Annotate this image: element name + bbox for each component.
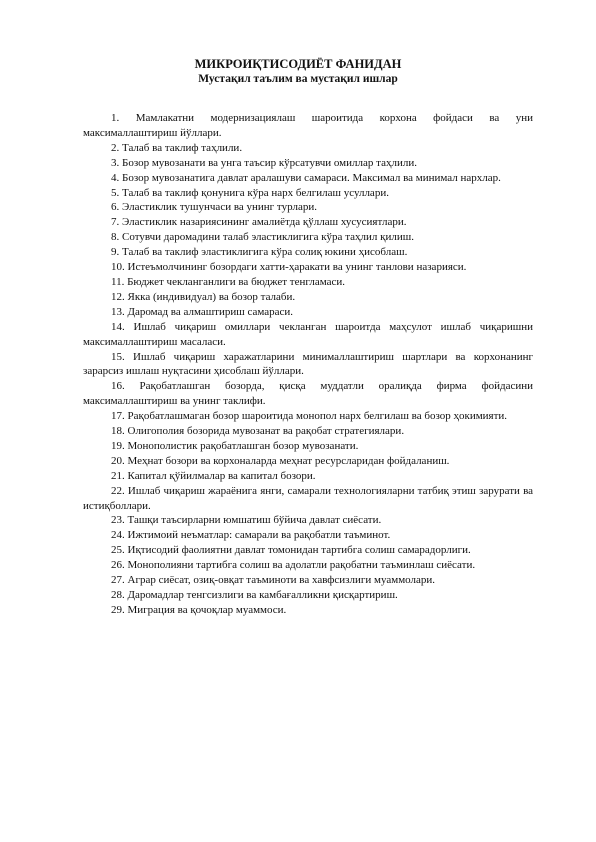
list-item-text: Якка (индивидуал) ва бозор талаби. [127,290,296,303]
list-item-number: 17. [111,410,125,423]
list-item [83,111,533,141]
list-item-number: 10. [111,261,125,274]
list-item [83,245,533,260]
list-item-number: 4. [111,171,120,184]
list-item-text: Монополияни тартибга солиш ва адолатли рақобатни таъминлаш сиёсати. [127,559,476,572]
list-item-number: 5. [111,186,120,199]
list-item [83,379,533,409]
list-item-number: 9. [111,246,120,259]
list-item-text: Ишлаб чиқариш жараёнига янги, самарали технологияларни татбиқ этиш зарурати ва истиқболлари. [83,484,534,512]
list-item-text: Эластиклик тушунчаси ва унинг турлари. [122,201,317,214]
list-item-text: Рақобатлашган бозорда, қисқа муддатли оралиқда фирма фойдасини максималлаштириш ва унинг таклифи. [83,380,533,408]
list-item-number: 23. [111,514,125,527]
list-item-text: Аграр сиёсат, озиқ-овқат таъминоти ва хавфсизлиги муаммолари. [127,574,436,587]
list-item-number: 19. [111,439,125,452]
list-item-text: Мамлакатни модернизациялаш шароитида корхона фойдаси ва уни максималлаштириш йўллари. [83,112,534,139]
list-item [83,558,533,573]
list-item [83,260,533,275]
list-item-number: 8. [111,231,120,244]
list-item [83,439,533,454]
list-item-text: Рақобатлашмаган бозор шароитида монопол нарх белгилаш ва бозор ҳокимияти. [127,410,508,423]
list-item-text: Истеъмолчининг бозордаги хатти-ҳаракати ва унинг танлови назарияси. [127,261,467,274]
list-item [83,275,533,290]
list-item [83,588,533,603]
list-item [83,156,533,171]
document-subtitle: Мустақил таълим ва мустақил ишлар [198,73,398,85]
list-item [83,350,533,380]
list-item-number: 25. [111,544,125,557]
list-item-number: 6. [111,201,120,214]
list-item [83,513,533,528]
topic-list [83,111,533,618]
list-item [83,305,533,320]
list-item-text: Талаб ва таклиф қонунига кўра нарх белгилаш усуллари. [122,186,389,199]
list-item-text: Ишлаб чиқариш харажатларини минималлаштириш шартлари ва корхонанинг зарарсиз ишлаш нуқтасини ҳисоблаш йўллари. [83,350,534,378]
list-item-number: 3. [111,156,120,169]
list-item-number: 2. [111,141,120,154]
list-item-text: Ижтимоий неъматлар: самарали ва рақобатли таъминот. [127,529,391,542]
list-item-number: 7. [111,216,120,229]
list-item-number: 16. [111,380,125,393]
list-item-text: Сотувчи даромадини талаб эластиклигига кўра таҳлил қилиш. [122,231,414,244]
list-item-number: 11. [111,275,125,288]
list-item-text: Миграция ва қочоқлар муаммоси. [127,603,287,616]
list-item [83,573,533,588]
list-item-text: Даромадлар тенгсизлиги ва камбағалликни қисқартириш. [127,589,398,601]
list-item-number: 15. [111,350,125,363]
list-item-number: 22. [111,484,125,497]
list-item-text: Талаб ва таклиф эластиклигига кўра солиқ юкини ҳисоблаш. [122,246,408,259]
list-item [83,528,533,543]
list-item-text: Бозор мувозанатига давлат аралашуви самараси. Максимал ва минимал нархлар. [122,171,501,184]
list-item [83,543,533,558]
list-item [83,320,533,350]
list-item [83,603,533,618]
list-item [83,290,533,305]
list-item-text: Ташқи таъсирларни юмшатиш бўйича давлат сиёсати. [127,514,382,527]
list-item-text: Монополистик рақобатлашган бозор мувозанати. [127,439,359,452]
list-item-number: 26. [111,559,125,572]
list-item-number: 1. [111,112,120,124]
list-item-number: 24. [111,529,125,542]
list-item [83,484,533,514]
list-item-number: 18. [111,425,125,438]
list-item-text: Талаб ва таклиф таҳлили. [122,141,243,154]
list-item-text: Капитал қўйилмалар ва капитал бозори. [127,469,316,482]
list-item-number: 13. [111,305,125,318]
list-item [83,454,533,469]
list-item-text: Бозор мувозанати ва унга таъсир кўрсатувчи омиллар таҳлили. [122,156,417,169]
list-item [83,215,533,230]
list-item-number: 28. [111,589,125,601]
list-item-number: 14. [111,320,125,333]
list-item [83,230,533,245]
list-item [83,186,533,201]
list-item-number: 27. [111,574,125,587]
list-item-number: 12. [111,290,125,303]
list-item-number: 20. [111,454,125,467]
list-item-text: Иқтисодий фаолиятни давлат томонидан тартибга солиш самарадорлиги. [127,544,471,557]
list-item [83,141,533,156]
list-item-text: Ишлаб чиқариш омиллари чекланган шароитда маҳсулот ишлаб чиқаришни максималлаштириш масаласи. [83,320,534,348]
list-item [83,171,533,186]
list-item [83,409,533,424]
list-item-number: 29. [111,603,125,616]
list-item-text: Олигополия бозорида мувозанат ва рақобат стратегиялари. [127,425,405,438]
list-item [83,424,533,439]
document-title: МИКРОИҚТИСОДИЁТ ФАНИДАН [194,57,402,71]
list-item-text: Эластиклик назариясининг амалиётда қўллаш хусусиятлари. [122,216,407,229]
list-item-text: Меҳнат бозори ва корхоналарда меҳнат ресурсларидан фойдаланиш. [127,454,450,467]
list-item-text: Даромад ва алмаштириш самараси. [127,305,294,318]
list-item-text: Бюджет чекланганлиги ва бюджет тенгламаси. [127,275,345,288]
list-item [83,469,533,484]
list-item [83,200,533,215]
list-item-number: 21. [111,469,125,482]
